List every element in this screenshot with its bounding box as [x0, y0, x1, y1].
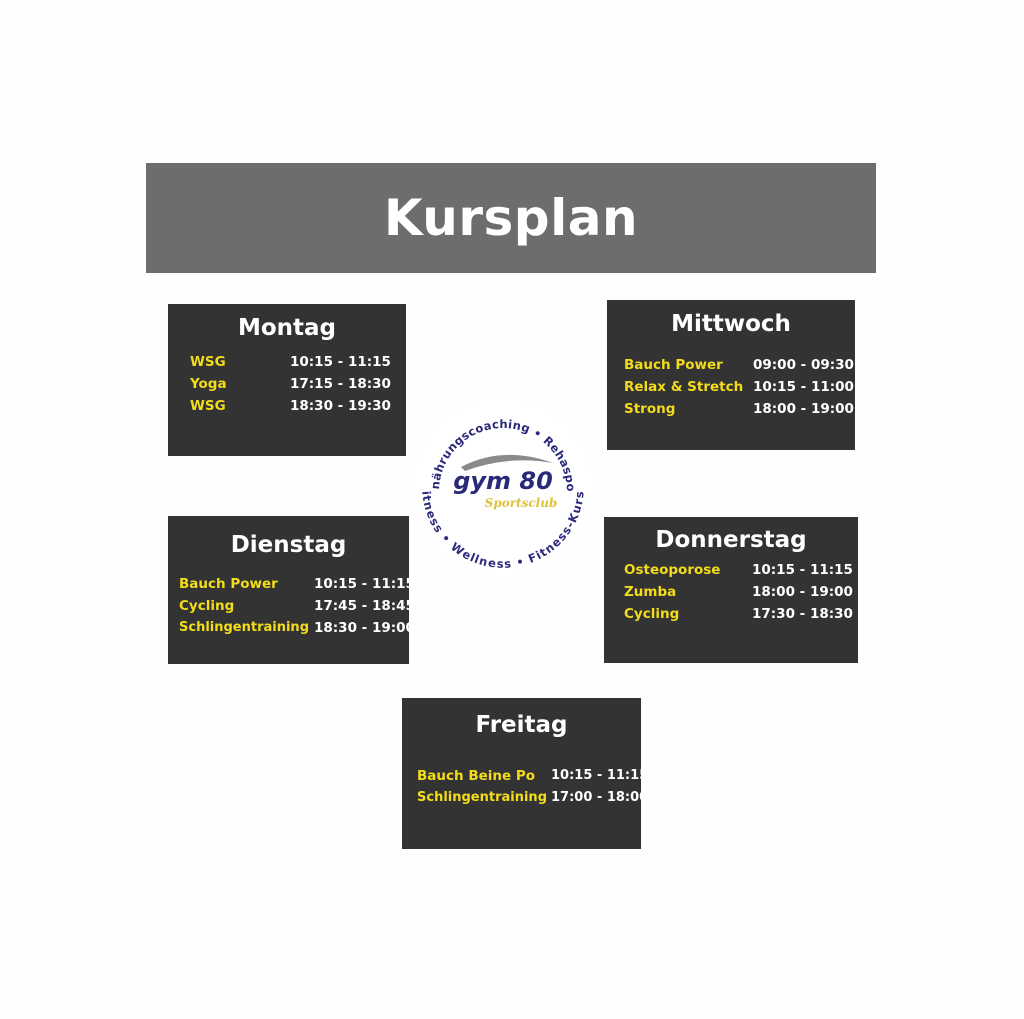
course-row [168, 354, 406, 376]
course-name: Osteoporose [624, 562, 721, 578]
course-row [168, 620, 415, 642]
course-time: 17:00 - 18:00 [551, 790, 649, 805]
day-title: Freitag [475, 712, 568, 738]
course-name: Bauch Power [624, 357, 723, 373]
course-name: Bauch Power [179, 576, 278, 592]
course-name: Strong [624, 401, 676, 417]
course-time: 10:15 - 11:15 [314, 576, 415, 592]
course-row [604, 584, 858, 606]
course-name: Schlingentraining [417, 790, 547, 805]
course-row [402, 790, 649, 812]
course-name: Yoga [190, 376, 227, 392]
day-title: Montag [237, 315, 337, 341]
course-row [604, 606, 858, 628]
course-name: WSG [190, 398, 226, 414]
course-name: Relax & Stretch [624, 379, 744, 395]
page-title: Kursplan [383, 189, 639, 247]
logo-script: Sportsclub [484, 496, 558, 510]
course-name: Schlingentraining [179, 620, 309, 635]
course-name: Zumba [624, 584, 677, 600]
course-time: 18:00 - 19:00 [752, 584, 853, 600]
course-row [168, 598, 415, 620]
course-time: 18:00 - 19:00 [753, 401, 854, 417]
course-time: 17:15 - 18:30 [290, 376, 391, 392]
course-row [168, 576, 415, 598]
course-row [402, 768, 649, 790]
logo-wordmark: gym 80 [453, 467, 553, 495]
gym80-logo [413, 397, 593, 577]
course-time: 10:15 - 11:15 [290, 354, 391, 370]
logo-ring-bottom: itness • Wellness • Fitness-Kurs [419, 490, 587, 571]
title-banner [146, 163, 876, 273]
course-time: 09:00 - 09:30 [753, 357, 854, 373]
day-card-montag [168, 304, 406, 456]
course-time: 17:30 - 18:30 [752, 606, 853, 622]
day-card-dienstag [168, 516, 415, 664]
course-time: 17:45 - 18:45 [314, 598, 415, 614]
course-time: 18:30 - 19:00 [314, 620, 415, 636]
course-name: Cycling [179, 598, 235, 614]
course-row [168, 376, 406, 398]
course-time: 10:15 - 11:00 [753, 379, 854, 395]
day-title: Mittwoch [671, 311, 791, 337]
day-title: Dienstag [230, 532, 347, 558]
course-time: 10:15 - 11:15 [752, 562, 853, 578]
day-title: Donnerstag [655, 527, 807, 553]
course-row [607, 401, 855, 423]
course-row [168, 398, 406, 420]
logo-ring-top: nährungscoaching • Rehaspo [427, 416, 579, 493]
day-card-mittwoch [607, 300, 855, 450]
course-row [604, 562, 858, 584]
day-card-freitag [402, 698, 649, 849]
course-row [607, 379, 855, 401]
course-name: WSG [190, 354, 226, 370]
course-name: Bauch Beine Po [417, 768, 536, 784]
day-card-donnerstag [604, 517, 858, 663]
course-time: 10:15 - 11:15 [551, 768, 649, 783]
course-name: Cycling [624, 606, 680, 622]
course-time: 18:30 - 19:30 [290, 398, 391, 414]
course-row [607, 357, 855, 379]
